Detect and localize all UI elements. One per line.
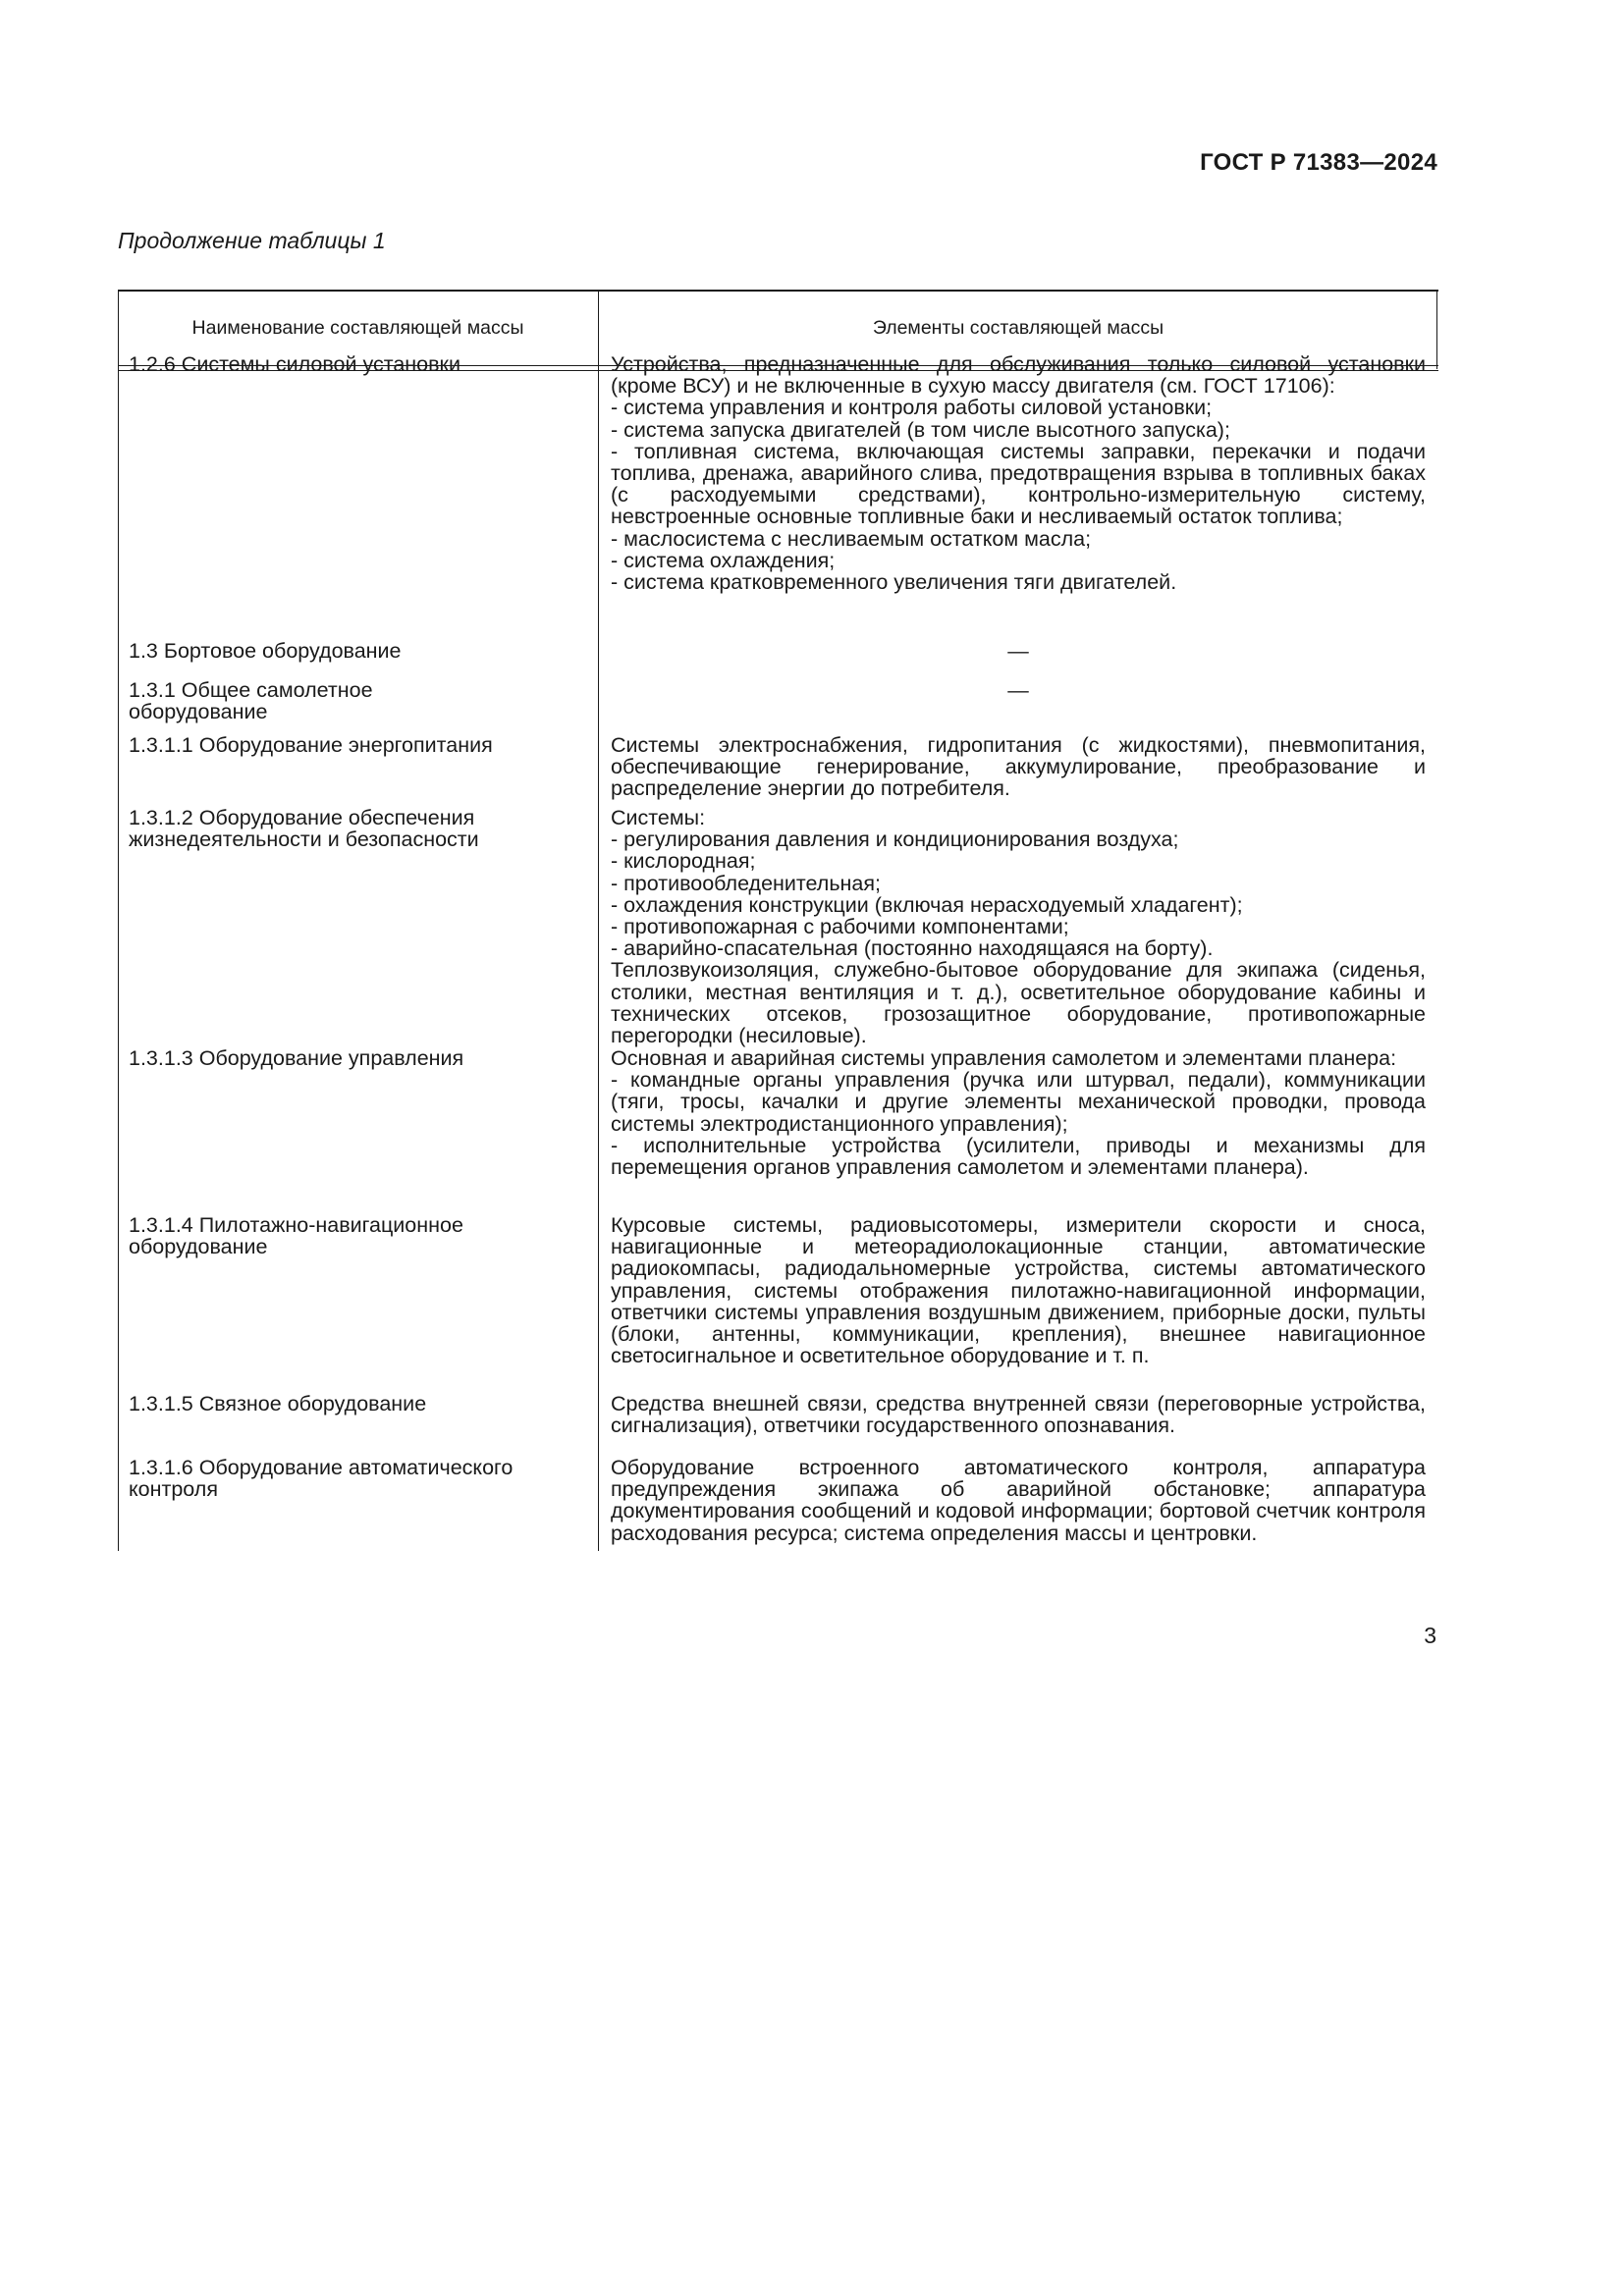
row-elements (611, 640, 1426, 662)
row-name: 1.3.1 Общее самолетное оборудование (129, 678, 373, 724)
row-name: 1.2.6 Системы силовой установки (129, 352, 460, 376)
elements-line: Устройства, предназначенные для обслуживания только силовой установки (кроме ВСУ) и не включенные в сухую массу двигателя (см. ГОСТ 17106): (611, 352, 1426, 399)
row-name: 1.3 Бортовое оборудование (129, 639, 402, 663)
elements-line: - система управления и контроля работы силовой установки; (611, 396, 1213, 420)
table-continuation-caption: Продолжение таблицы 1 (118, 228, 386, 253)
elements-line: - система кратковременного увеличения тяги двигателей. (611, 570, 1177, 595)
row-elements (611, 1214, 1426, 1366)
row-name: 1.3.1.6 Оборудование автоматического контроля (129, 1456, 514, 1502)
elements-line: - маслосистема с несливаемым остатком масла; (611, 526, 1092, 551)
row-name: 1.3.1.5 Связное оборудование (129, 1392, 427, 1415)
table-border-left (118, 292, 119, 1551)
row-elements (611, 1047, 1426, 1178)
elements-line: - охлаждения конструкции (включая нерасходуемый хладагент); (611, 892, 1243, 917)
elements-line: - система охлаждения; (611, 548, 836, 572)
elements-line: - кислородная; (611, 849, 756, 874)
row-elements (611, 1457, 1426, 1544)
elements-line: Системы: (611, 806, 706, 829)
document-code: ГОСТ Р 71383—2024 (1200, 149, 1437, 176)
page-number: 3 (1424, 1623, 1436, 1648)
row-name: 1.3.1.3 Оборудование управления (129, 1046, 464, 1070)
row-name: 1.3.1.2 Оборудование обеспечения жизнедеятельности и безопасности (129, 806, 479, 852)
elements-line: - регулирования давления и кондиционирования воздуха; (611, 828, 1179, 852)
row-elements (611, 353, 1426, 593)
elements-line: - топливная система, включающая системы заправки, перекачки и подачи топлива, дренажа, аварийного слива, предотвращения взрыва в топливных баках (с расходуемыми средствами), контрольно-измерительную систему, невстроенные основные топливные баки и несливаемый остаток топлива; (611, 439, 1426, 529)
elements-line: - противопожарная с рабочими компонентами; (611, 915, 1069, 939)
row-name: 1.3.1.1 Оборудование энергопитания (129, 733, 493, 757)
elements-line: Системы электроснабжения, гидропитания (с жидкостями), пневмопитания, обеспечивающие генерирование, аккумулирование, преобразование и распределение энергии до потребителя. (611, 733, 1426, 801)
mass-components-table (118, 290, 1438, 1551)
elements-line: - исполнительные устройства (усилители, приводы и механизмы для перемещения органов управления самолетом и элементами планера). (611, 1133, 1426, 1180)
elements-line: Оборудование встроенного автоматического контроля, аппаратура предупреждения экипажа об аварийной обстановке; аппаратура документирования сообщений и кодовой информации; бортовой счетчик контроля расходования ресурса; система определения массы и центровки. (611, 1456, 1426, 1545)
row-elements (611, 734, 1426, 800)
column-header-name: Наименование составляющей массы (191, 317, 524, 339)
elements-dash: — (1007, 678, 1029, 702)
row-elements (611, 807, 1426, 1046)
elements-dash: — (1007, 639, 1029, 663)
row-elements (611, 679, 1426, 701)
elements-line: - аварийно-спасательная (постоянно находящаяся на борту). (611, 936, 1214, 961)
elements-line: Основная и аварийная системы управления самолетом и элементами планера: (611, 1046, 1397, 1070)
elements-line: - противообледенительная; (611, 871, 881, 895)
elements-line: Теплозвукоизоляция, служебно-бытовое оборудование для экипажа (сиденья, столики, местная вентиляция и т. д.), осветительное оборудование кабины и технических отсеков, грозозащитное оборудование, противопожарные перегородки (несиловые). (611, 958, 1426, 1048)
column-header-elements: Элементы составляющей массы (872, 317, 1164, 339)
elements-line: - система запуска двигателей (в том числе высотного запуска); (611, 417, 1230, 442)
table-column-divider (598, 292, 599, 1551)
elements-line: Курсовые системы, радиовысотомеры, измерители скорости и сноса, навигационные и метеорадиолокационные станции, автоматические радиокомпасы, радиодальномерные устройства, системы автоматического управления, системы отображения пилотажно-навигационной информации, ответчики системы управления воздушным движением, приборные доски, пульты (блоки, антенны, коммуникации, крепления), внешнее навигационное светосигнальное и осветительное оборудование и т. п. (611, 1213, 1426, 1368)
row-elements (611, 1393, 1426, 1436)
elements-line: Средства внешней связи, средства внутренней связи (переговорные устройства, сигнализация), ответчики государственного опознавания. (611, 1392, 1426, 1438)
row-name: 1.3.1.4 Пилотажно-навигационное оборудование (129, 1213, 463, 1259)
elements-line: - командные органы управления (ручка или штурвал, педали), коммуникации (тяги, тросы, качалки и другие элементы механической проводки, провода системы электродистанционного управления); (611, 1068, 1426, 1136)
